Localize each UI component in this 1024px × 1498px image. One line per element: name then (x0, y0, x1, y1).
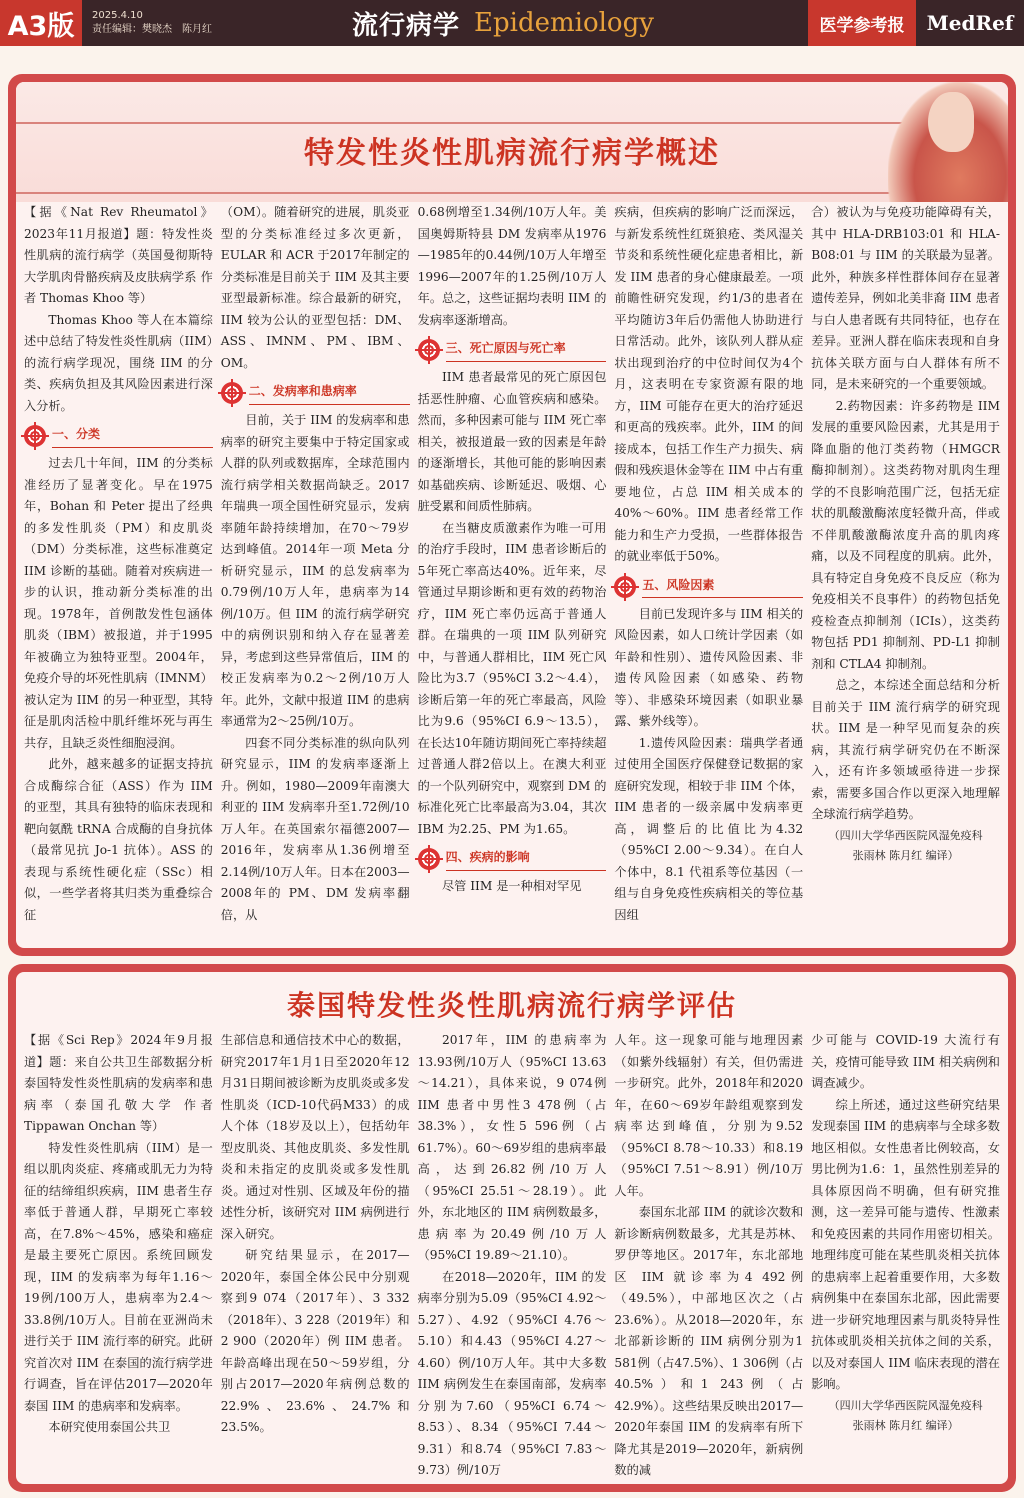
article-thailand-assessment (8, 964, 1016, 1492)
brand-logo-cn: 医学参考报 (808, 0, 916, 46)
article-banner (16, 972, 1008, 1030)
paragraph: 综上所述，通过这些研究结果发现泰国 IIM 的患病率与全球多数地区相似。女性患者比例较高，女男比例为1.6：1，虽然性别差异的具体原因尚不明确，但有研究推测，这一差异可能与遗传、性激素和免疫因素的共同作用密切相关。地理纬度可能在某些肌炎相关抗体的患病率上起着重要作用，大多数病例集中在泰国东北部，因此需要进一步研究地理因素与肌炎特异性抗体或肌炎相关抗体之间的关系，以及对泰国人 IIM 临床表现的潜在影响。 (811, 1097, 1000, 1391)
article-title: 泰国特发性炎性肌病流行病学评估 (286, 989, 737, 1022)
column-1 (24, 1030, 213, 1482)
subheading-text: 五、风险因素 (642, 575, 803, 599)
brand-logo-en: MedRef (926, 11, 1014, 35)
paragraph: 在当糖皮质激素作为唯一可用的治疗手段时，IIM 患者诊断后的5年死亡率高达40%。近年来，尽管通过早期诊断和更有效的药物治疗，IIM 死亡率仍远高于普通人群。在瑞典的一项 IIM 队列研究中，与普通人群相比，IIM 死亡风险比为3.7（95%CI 3.2～4.4），诊断后第一年的死亡率最高，风险比为9.6（95%CI 6.9～13.5），在长达10年随访期间死亡率持续超过普通人群2倍以上。在澳大利亚的一个队列研究中，观察到 DM 的标准化死亡比率最高为3.04，其次 IBM 为2.25、PM 为1.65。 (417, 520, 607, 836)
paragraph: Thomas Khoo 等人在本篇综述中总结了特发性炎性肌病（IIM）的流行病学现况，围绕 IIM 的分类、疾病负担及其风险因素进行深入分析。 (24, 312, 213, 413)
article-title: 特发性炎性肌病流行病学概述 (304, 136, 720, 171)
edition-info (82, 9, 232, 37)
paragraph: 此外，越来越多的证据支持抗合成酶综合征（ASS）作为 IIM 的亚型，其具有独特的临床表现和靶向氨酰 tRNA 合成酶的自身抗体（最常见抗 Jo-1 抗体）。ASS 的表现与系统性硬化症（SSc）相似，一些学者将其归类为重叠综合征 (24, 757, 213, 922)
paragraph: 合）被认为与免疫功能障碍有关，其中 HLA-DRB103:01 和 HLA-B08:01 与 IIM 的关联最为显著。此外，种族多样性群体间存在显著遗传差异，例如北美非裔 IIM 患者与白人患者既有共同特征，也存在差异。亚洲人群在临床表现和自身抗体关联方面与白人群体有所不同，是未来研究的一个重要领域。 (811, 205, 1000, 391)
crosshair-icon (24, 425, 46, 447)
subheading-text: 一、分类 (52, 424, 213, 448)
article-columns (16, 202, 1008, 926)
paragraph: 本研究使用泰国公共卫 (48, 1420, 171, 1434)
paragraph: 疾病，但疾病的影响广泛而深远，与新发系统性红斑狼疮、类风湿关节炎和系统性硬化症患者相比，新发 IIM 患者的身心健康最差。一项前瞻性研究发现，约1/3的患者在平均随访3年后仍需他人协助进行日常活动。此外，该队列人群从症状出现到治疗的中位时间仅为4个月，这表明在专家资源有限的地方，IIM 可能存在更大的治疗延迟和更高的残疾率。此外，IIM 的间接成本，包括工作生产力损失、病假和残疾退休金等在 IIM 中占有重要地位，占总 IIM 相关成本的40%～60%。IIM 患者经常工作能力和生产力受损，一些群体报告的就业率低于50%。 (614, 205, 804, 563)
paragraph: 目前，关于 IIM 的发病率和患病率的研究主要集中于特定国家或人群的队列或数据库，全球范围内流行病学相关数据尚缺乏。2017年瑞典一项全国性研究显示，发病率随年龄持续增加，在70～79岁达到峰值。2014年一项 Meta 分析研究显示，IIM 的总发病率为0.79例/10万人年，患病率为14例/10万。但 IIM 的流行病学研究中的病例识别和纳入存在显著差异，考虑到这些异常值后，IIM 的校正发病率为0.2～2例/10万人年。此外，文献中报道 IIM 的患病率通常为2～25例/10万。 (220, 413, 410, 728)
column-4 (614, 202, 803, 926)
section-title-en: Epidemiology (474, 8, 654, 38)
paragraph: （OM）。随着研究的进展，肌炎亚型的分类标准经过多次更新，EULAR 和 ACR 于2017年制定的分类标准是目前关于 IIM 及其主要亚型最新标准。综合最新的研究，IIM 较为公认的亚型包括：DM、ASS、IMNM、PM、IBM、OM。 (220, 205, 410, 370)
column-3 (418, 202, 607, 926)
responsible-editors: 责任编辑：樊晓杰 陈月红 (92, 24, 212, 35)
section-title-cn: 流行病学 (352, 10, 461, 41)
source-note: 【据《Sci Rep》2024年9月报道】题：来自公共卫生部数据分析泰国特发性炎性肌病的发病率和患病率（泰国孔敬大学 作者 Tippawan Onchan 等） (24, 1033, 213, 1133)
paragraph: 尽管 IIM 是一种相对罕见 (441, 879, 582, 893)
crosshair-icon (418, 848, 440, 870)
subheading-text: 四、疾病的影响 (446, 847, 607, 871)
article-banner (16, 82, 1008, 202)
subheading (418, 339, 607, 361)
crosshair-icon (221, 382, 243, 404)
paragraph: 生部信息和通信技术中心的数据，研究2017年1月1日至2020年12月31日期间被诊断为皮肌炎或多发性肌炎（ICD-10代码M33）的成人个体（18岁及以上），包括幼年型皮肌炎、其他皮肌炎、多发性肌炎和未指定的皮肌炎或多发性肌炎。通过对性别、区域及年份的描述性分析，该研究对 IIM 病例进行深入研究。 (220, 1033, 410, 1241)
translator-names: 张雨林 陈月红 编译） (852, 1418, 959, 1432)
paragraph: 2017年，IIM 的患病率为13.93例/10万人（95%CI 13.63～14.21），具体来说，9 074例 IIM 患者中男性3 478例（占38.3%），女性5 596例（占61.7%）。60～69岁组的患病率最高，达到26.82例/10万人（95%CI 25.51～28.19）。此外，东北地区的 IIM 病例数最多，患病率为20.49例/10万人（95%CI 19.89～21.10）。 (417, 1033, 607, 1262)
masthead (0, 0, 1024, 46)
column-2 (221, 1030, 410, 1482)
leg-illustration (888, 82, 1008, 202)
paragraph: 目前已发现许多与 IIM 相关的风险因素，如人口统计学因素（如年龄和性别）、遗传风险因素、非遗传风险因素（如感染、药物等）、非感染环境因素（如职业暴露、紫外线等）。 (614, 606, 804, 728)
paragraph: 特发性炎性肌病（IIM）是一组以肌肉炎症、疼痛或肌无力为特征的结缔组织疾病，IIM 患者生存率低于普通人群，早期死亡率较高，在7.8%～45%，感染和癌症是最主要死亡原因。系统回顾发现，IIM 的发病率为每年1.16～19例/100万人，患病率为2.4～33.8例/10万人。目前在亚洲尚未进行关于 IIM 流行率的研究。此研究首次对 IIM 在泰国的流行病学进行调查，旨在评估2017—2020年泰国 IIM 的患病率和发病率。 (24, 1140, 213, 1413)
column-5 (811, 1030, 1000, 1482)
paragraph: 2.药物因素：许多药物是 IIM 发展的重要风险因素，尤其是用于降血脂的他汀类药物（HMGCR 酶抑制剂）。这类药物对肌肉生理学的不良影响范围广泛，包括无症状的肌酸激酶浓度轻微升高，伴或不伴肌酸激酶浓度升高的肌肉疼痛，以及不同程度的肌病。此外，具有特定自身免疫不良反应（称为免疫相关不良事件）的药物包括免疫检查点抑制剂（ICIs），这类药物包括 PD1 抑制剂、PD-L1 抑制剂和 CTLA4 抑制剂。 (811, 398, 1000, 671)
subheading (221, 382, 410, 404)
column-2 (221, 202, 410, 926)
paragraph: 四套不同分类标准的纵向队列研究显示，IIM 的发病率逐渐上升。例如，1980—2009年南澳大利亚的 IIM 发病率升至1.72例/10万人年。在英国索尔福德2007—2016年，发病率从1.36例增至2.14例/10万人年。日本在2003—2008年的 PM、DM 发病率翻倍，从 (220, 735, 410, 922)
translator-credit: （四川大学华西医院风湿免疫科 (828, 1398, 983, 1412)
edition-badge: A3版 (0, 0, 82, 46)
crosshair-icon (614, 576, 636, 598)
paragraph: 总之，本综述全面总结和分析目前关于 IIM 流行病学的研究现状。IIM 是一种罕见而复杂的疾病，其流行病学研究仍在不断深入，还有许多领域亟待进一步探索，需要多国合作以更深入地理解全球流行病学趋势。 (811, 678, 1000, 821)
paragraph: 人年。这一现象可能与地理因素（如紫外线辐射）有关，但仍需进一步研究。此外，2018年和2020年，在60～69岁年龄组观察到发病率达到峰值，分别为9.52（95%CI 8.78～10.33）和8.19（95%CI 7.51～8.91）例/10万人年。 (614, 1033, 804, 1198)
source-note: 【据《Nat Rev Rheumatol》2023年11月报道】题：特发性炎性肌病的流行病学（英国曼彻斯特大学肌肉骨骼疾病及皮肤病学系 作者 Thomas Khoo 等） (24, 205, 213, 305)
paragraph: 少可能与 COVID-19 大流行有关，疫情可能导致 IIM 相关病例和调查减少。 (811, 1033, 1000, 1090)
paragraph: 泰国东北部 IIM 的就诊次数和新诊断病例数最多，尤其是苏林、罗伊等地区。2017年，东北部地区 IIM 就诊率为4 492例（49.5%），中部地区次之（占23.6%）。从2018—2020年，东北部新诊断的 IIM 病例分别为1 581例（占47.5%）、1 306例（占40.5%）和1 243例（占42.9%）。这些结果反映出2017—2020年泰国 IIM 的发病率有所下降尤其是2019—2020年，新病例数的减 (614, 1205, 804, 1477)
subheading-text: 二、发病率和患病率 (249, 381, 410, 405)
paragraph: IIM 患者最常见的死亡原因包括恶性肿瘤、心血管疾病和感染。然而，多种因素可能与 IIM 死亡率相关，被报道最一致的因素是年龄的逐渐增长，其他可能的影响因素如基础疾病、诊断延迟、吸烟、心脏受累和间质性肺病。 (417, 370, 607, 513)
translator-credit: （四川大学华西医院风湿免疫科 (828, 828, 983, 842)
paragraph: 0.68例增至1.34例/10万人年。美国奥姆斯特县 DM 发病率从1976—1985年的0.44例/10万人年增至1996—2007年的1.25例/10万人年。总之，这些证据均表明 IIM 的发病率逐渐增高。 (417, 205, 607, 327)
column-3 (418, 1030, 607, 1482)
paragraph: 在2018—2020年，IIM 的发病率分别为5.09（95%CI 4.92～5.27）、4.92（95%CI 4.76～5.10）和4.43（95%CI 4.27～4.60）例/10万人年。其中大多数 IIM 病例发生在泰国南部，发病率分别为7.60（95%CI 6.74～8.53）、8.34（95%CI 7.44～9.31）和8.74（95%CI 7.83～9.73）例/10万 (417, 1269, 607, 1477)
subheading (24, 425, 213, 447)
subheading-text: 三、死亡原因与死亡率 (446, 338, 607, 362)
column-5 (811, 202, 1000, 926)
crosshair-icon (418, 339, 440, 361)
paragraph: 研究结果显示，在2017—2020年，泰国全体公民中分别观察到9 074（2017年）、3 332（2018年）、3 228（2019年）和2 900（2020年）例 IIM 患者。年龄高峰出现在50～59岁组，分别占2017—2020年病例总数的22.9%、23.6%、24.7%和23.5%。 (220, 1248, 410, 1434)
subheading (614, 576, 803, 598)
subheading (418, 848, 607, 870)
paragraph: 1.遗传风险因素：瑞典学者通过使用全国医疗保健登记数据的家庭研究发现，相较于非 IIM 个体，IIM 患者的一级亲属中发病率更高，调整后的比值比为4.32（95%CI 2.00～9.34）。在白人个体中，8.1 代祖系等位基因（一组与自身免疫性疾病相关的等位基因组 (614, 735, 804, 922)
paragraph: 过去几十年间，IIM 的分类标准经历了显著变化。早在1975年，Bohan 和 Peter 提出了经典的多发性肌炎（PM）和皮肌炎（DM）分类标准，这些标准奠定 IIM 诊断的基础。随着对疾病进一步的认识，推动新分类标准的出现。1978年，首例散发性包涵体肌炎（IBM）被报道，并于1995年被确立为独特亚型。2004年，免疫介导的坏死性肌病（IMNM）被认定为 IIM 的另一种亚型，其特征是肌肉活检中肌纤维坏死与再生共存，且缺乏炎性细胞浸润。 (24, 456, 213, 750)
column-1 (24, 202, 213, 926)
column-4 (614, 1030, 803, 1482)
article-columns (16, 1030, 1008, 1482)
section-title (232, 5, 808, 42)
issue-date: 2025.4.10 (92, 10, 143, 21)
translator-names: 张雨林 陈月红 编译） (852, 848, 959, 862)
article-idiopathic-myopathy-overview (8, 74, 1016, 956)
